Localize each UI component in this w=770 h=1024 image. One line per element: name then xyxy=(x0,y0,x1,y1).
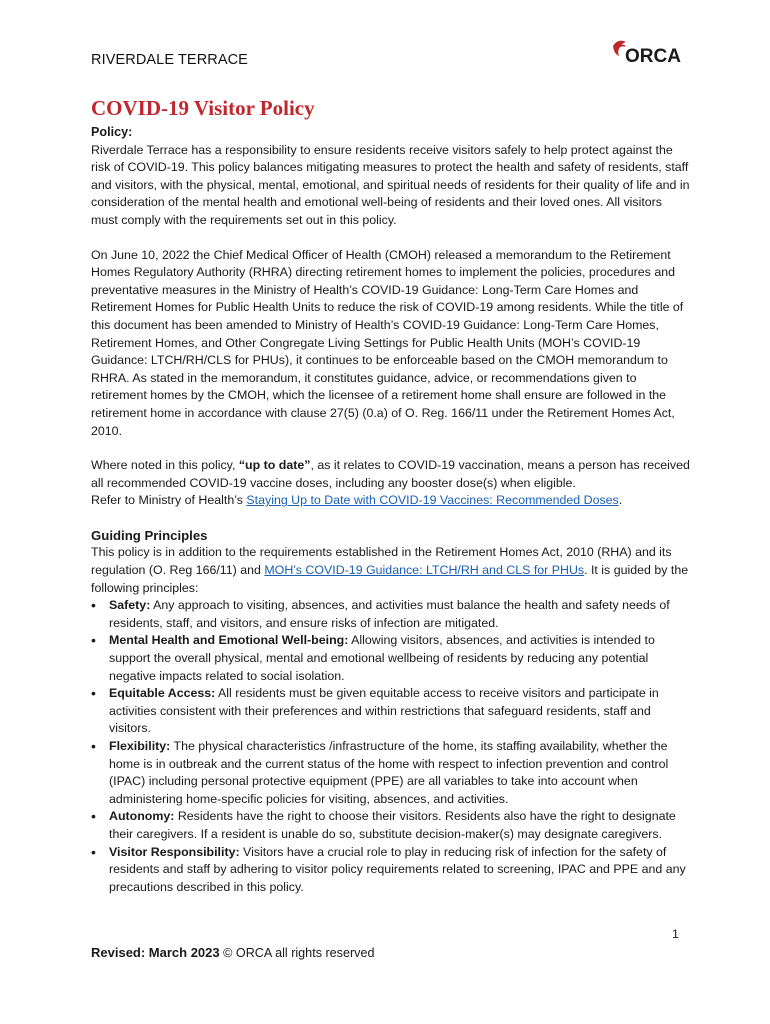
list-item: • Flexibility: The physical characteristics /infrastructure of the home, its staffing availability, whether the home is in outbreak and the current status of the home with respect to infection prevention and control (IPAC) including personal protective equipment (PPE) are all variables to take into account when administering home-specific policies for visiting, absences, and activities. xyxy=(91,738,691,808)
principles-list xyxy=(91,597,691,896)
footer xyxy=(91,945,374,960)
policy-paragraph-1: Riverdale Terrace has a responsibility to ensure residents receive visitors safely to help protect against the risk of COVID-19. This policy balances mitigating measures to protect the health and safety of residents, staff and visitors, with the physical, mental, emotional, and spiritual needs of residents for their quality of life and in consideration of the mental health and emotional well-being of residents and their loved ones. All visitors must comply with the requirements set out in this policy. xyxy=(91,142,690,227)
guiding-principles-heading: Guiding Principles xyxy=(91,527,208,543)
page-title: COVID-19 Visitor Policy xyxy=(91,96,315,120)
document-body xyxy=(91,124,691,896)
moh-guidance-link[interactable]: MOH’s COVID-19 Guidance: LTCH/RH and CLS for PHUs xyxy=(264,563,585,578)
up-to-date-term: “up to date” xyxy=(238,458,311,473)
list-item: • Visitor Responsibility: Visitors have a crucial role to play in reducing risk of infection for the safety of residents and staff by adhering to visitor policy requirements related to screening, IPAC and PPE and any precautions described in this policy. xyxy=(91,844,691,897)
orca-logo xyxy=(610,36,682,68)
copyright: © ORCA all rights reserved xyxy=(219,946,375,960)
policy-paragraph-3: Where noted in this policy, “up to date”, as it relates to COVID-19 vaccination, means a person has received all recommended COVID-19 vaccine doses, including any booster dose(s) when eligible. Refer to Ministry of Health’s Staying Up to Date with COVID-19 Vaccines: Recommended Doses. xyxy=(91,458,690,508)
list-item: • Autonomy: Residents have the right to choose their visitors. Residents also have the right to designate their caregivers. If a resident is unable do so, substitute decision-maker(s) may designate caregivers. xyxy=(91,808,691,843)
logo-text: ORCA xyxy=(625,46,681,67)
header-org-name: RIVERDALE TERRACE xyxy=(91,52,248,68)
revised-date: Revised: March 2023 xyxy=(91,945,220,960)
policy-heading: Policy: xyxy=(91,125,133,139)
list-item: • Equitable Access: All residents must be given equitable access to receive visitors and participate in activities consistent with their preferences and within restrictions that safeguard residents, staff and visitors. xyxy=(91,685,691,738)
vaccine-doses-link[interactable]: Staying Up to Date with COVID-19 Vaccines: Recommended Doses xyxy=(246,493,619,508)
guiding-intro: This policy is in addition to the requirements established in the Retirement Homes Act, 2010 (RHA) and its regulation (O. Reg 166/11) and MOH’s COVID-19 Guidance: LTCH/RH and CLS for PHUs. It is guided by the following principles: xyxy=(91,545,689,595)
page-number: 1 xyxy=(672,927,679,941)
list-item: • Safety: Any approach to visiting, absences, and activities must balance the health and safety needs of residents, staff, and visitors, and ensure risks of infection are mitigated. xyxy=(91,597,691,632)
policy-paragraph-2: On June 10, 2022 the Chief Medical Officer of Health (CMOH) released a memorandum to the Retirement Homes Regulatory Authority (RHRA) directing retirement homes to implement the policies, procedures and preventative measures in the Ministry of Health’s COVID-19 Guidance: Long-Term Care Homes and Retirement Homes for Public Health Units to reduce the risk of COVID-19 among residents. While the title of this document has been amended to Ministry of Health’s COVID-19 Guidance: Long-Term Care Homes, Retirement Homes, and Other Congregate Living Settings for Public Health Units (MOH’s COVID-19 Guidance: LTCH/RH/CLS for PHUs), it continues to be enforceable based on the CMOH memorandum to RHRA. As stated in the memorandum, it constitutes guidance, advice, or recommendations given to retirement homes by the CMOH, which the licensee of a retirement home shall ensure are followed in the retirement home in accordance with clause 27(5) (0.a) of O. Reg. 166/11 under the Retirement Homes Act, 2010. xyxy=(91,247,684,438)
list-item: • Mental Health and Emotional Well-being: Allowing visitors, absences, and activities is intended to support the overall physical, mental and emotional wellbeing of residents by reducing any potential negative impacts related to social isolation. xyxy=(91,632,691,685)
